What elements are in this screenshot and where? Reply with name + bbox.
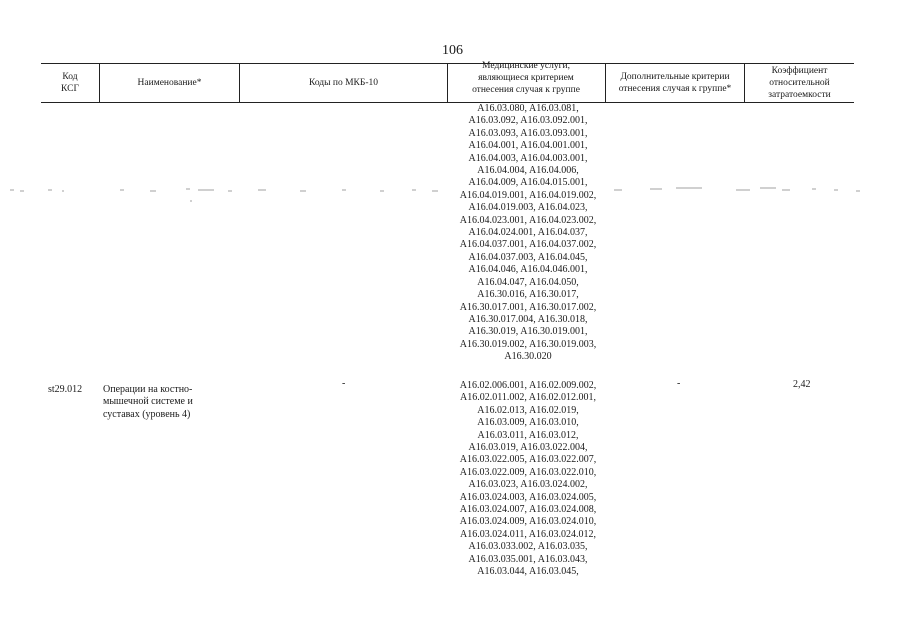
scan-noise xyxy=(0,186,905,206)
row-service-codes xyxy=(447,380,609,579)
service-code-line: A16.03.024.011, A16.03.024.012, xyxy=(459,528,597,540)
service-code-line: A16.04.037.003, A16.04.045, xyxy=(468,251,588,263)
service-code-line: A16.30.017.001, A16.30.017.002, xyxy=(459,301,597,313)
service-code-line: A16.02.006.001, A16.02.009.002, xyxy=(459,380,597,391)
service-code-line: A16.03.011, A16.03.012, xyxy=(477,429,579,441)
service-code-line: A16.03.093, A16.03.093.001, xyxy=(468,127,588,139)
row-coefficient: 2,42 xyxy=(793,379,811,390)
service-code-line: A16.03.009, A16.03.010, xyxy=(477,417,579,429)
service-code-line: A16.30.019.002, A16.30.019.003, xyxy=(459,338,597,350)
header-medical-services: Медицинские услуги, являющиеся критерием отнесения случая к группе xyxy=(472,61,580,95)
service-code-line: A16.04.023.001, A16.04.023.002, xyxy=(459,214,597,226)
service-code-line: A16.30.016, A16.30.017, xyxy=(477,289,579,301)
row-mkb-codes: - xyxy=(342,378,346,389)
service-code-line: A16.02.011.002, A16.02.012.001, xyxy=(459,392,597,404)
service-code-line: A16.04.019.003, A16.04.023, xyxy=(468,202,588,214)
row-extra-criteria: - xyxy=(677,378,681,389)
row-name: Операции на костно- мышечной системе и суставах (уровень 4) xyxy=(103,384,193,420)
service-code-line: A16.03.022.005, A16.03.022.007, xyxy=(459,454,597,466)
service-code-line: A16.04.019.001, A16.04.019.002, xyxy=(459,189,597,201)
service-code-line: A16.04.047, A16.04.050, xyxy=(477,276,579,288)
header-code-ksg: Код КСГ xyxy=(61,71,79,94)
service-code-line: A16.02.013, A16.02.019, xyxy=(477,404,579,416)
service-code-line: A16.03.092, A16.03.092.001, xyxy=(468,115,588,127)
service-code-line: A16.03.024.003, A16.03.024.005, xyxy=(459,491,597,503)
service-code-line: A16.03.080, A16.03.081, xyxy=(477,103,579,114)
service-code-line: A16.03.024.007, A16.03.024.008, xyxy=(459,504,597,516)
service-code-line: A16.04.009, A16.04.015.001, xyxy=(468,177,588,189)
header-name: Наименование* xyxy=(137,77,202,88)
service-code-line: A16.04.037.001, A16.04.037.002, xyxy=(459,239,597,251)
continuation-service-codes xyxy=(447,103,609,364)
service-code-line: A16.03.023, A16.03.024.002, xyxy=(468,479,588,491)
service-code-line: A16.03.044, A16.03.045, xyxy=(477,566,579,578)
service-code-line: A16.04.046, A16.04.046.001, xyxy=(468,264,588,276)
service-code-line: A16.04.024.001, A16.04.037, xyxy=(468,227,588,239)
page-number: 106 xyxy=(442,43,463,58)
service-code-line: A16.30.017.004, A16.30.018, xyxy=(468,313,588,325)
service-code-line: A16.04.004, A16.04.006, xyxy=(477,165,579,177)
service-code-line: A16.03.024.009, A16.03.024.010, xyxy=(459,516,597,528)
service-code-line: A16.04.001, A16.04.001.001, xyxy=(468,140,588,152)
service-code-line: A16.30.020 xyxy=(504,351,552,363)
service-code-line: A16.04.003, A16.04.003.001, xyxy=(468,152,588,164)
service-code-line: A16.03.035.001, A16.03.043, xyxy=(468,553,588,565)
row-code: st29.012 xyxy=(48,384,83,395)
header-mkb-codes: Коды по МКБ-10 xyxy=(308,77,379,88)
service-code-line: A16.03.033.002, A16.03.035, xyxy=(468,541,588,553)
header-extra-criteria: Дополнительные критерии отнесения случая к группе* xyxy=(618,71,732,94)
service-code-line: A16.03.019, A16.03.022.004, xyxy=(468,442,588,454)
service-code-line: A16.03.022.009, A16.03.022.010, xyxy=(459,466,597,478)
service-code-line: A16.30.019, A16.30.019.001, xyxy=(468,326,588,338)
header-coefficient: Коэффициент относительной затратоемкости xyxy=(768,65,831,100)
